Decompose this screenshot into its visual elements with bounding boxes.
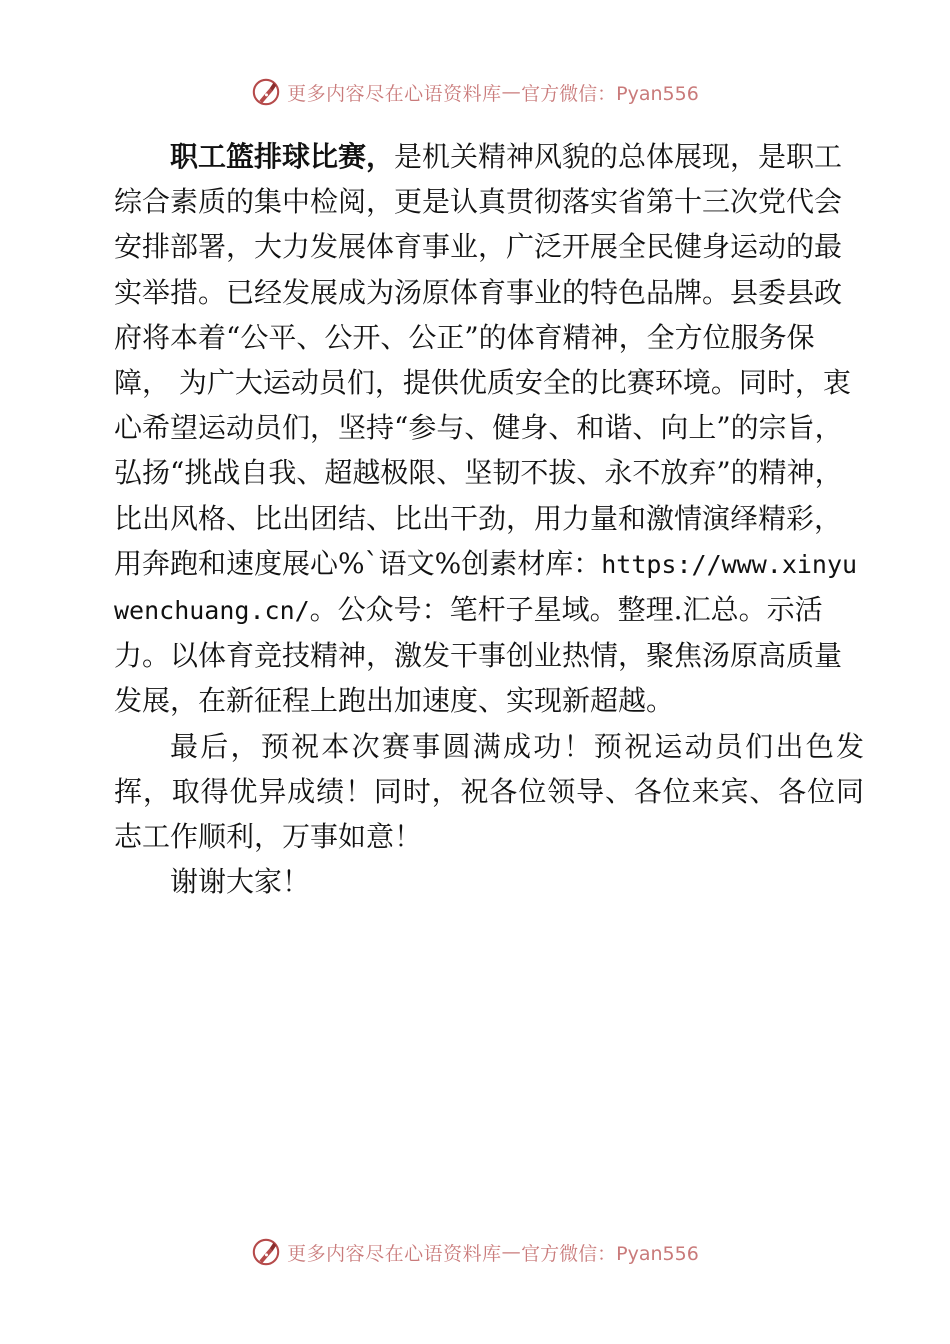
paragraph-3: 谢谢大家！ xyxy=(170,865,311,899)
header-banner-contact: 官方微信：Pyan556 xyxy=(521,82,699,105)
page-footer xyxy=(0,1232,950,1272)
footer-banner-dash: — xyxy=(501,1241,522,1263)
paragraph-1-text-b: 。公众号：笔杆子星域。整理.汇总。示活力。以体育竞技精神，激发干事创业热情，聚焦汤原高质量发展，在新征程上跑出加速度、实现新超越。 xyxy=(114,593,843,718)
pen-nib-logo-icon xyxy=(251,1237,281,1267)
footer-banner-text: 更多内容尽在心语资料库 xyxy=(287,1242,502,1265)
paragraph-1 xyxy=(114,134,864,724)
paragraph-1-lead: 职工篮排球比赛， xyxy=(170,140,395,173)
footer-banner-contact: 官方微信：Pyan556 xyxy=(521,1242,699,1265)
paragraph-2: 最后，预祝本次赛事圆满成功！预祝运动员们出色发挥，取得优异成绩！同时，祝各位领导、各位来宾、各位同志工作顺利，万事如意！ xyxy=(114,729,864,854)
header-banner-dash: — xyxy=(501,81,522,103)
header-banner-text: 更多内容尽在心语资料库 xyxy=(287,82,502,105)
page-header xyxy=(0,72,950,112)
speech-body xyxy=(114,134,864,904)
pen-nib-logo-icon xyxy=(251,77,281,107)
paragraph-1-text-a: 是机关精神风貌的总体展现，是职工综合素质的集中检阅，更是认真贯彻落实省第十三次党代会安排部署，大力发展体育事业，广泛开展全民健身运动的最实举措。已经发展成为汤原体育事业的特色品牌。县委县政府将本着“公平、公开、公正”的体育精神，全方位服务保障， 为广大运动员们，提供优质安全的比赛环境。同时，衷心希望运动员们，坚持“参与、健身、和谐、向上”的宗旨，弘扬“挑战自我、超越极限、坚韧不拔、永不放弃”的精神，比出风格、比出团结、比出干劲，用力量和激情演绎精彩，用奔跑和速度展心%`语文%创素材库： xyxy=(114,140,851,580)
source-url-link[interactable]: https://www.xinyuwenchuang.cn/ xyxy=(114,549,858,626)
